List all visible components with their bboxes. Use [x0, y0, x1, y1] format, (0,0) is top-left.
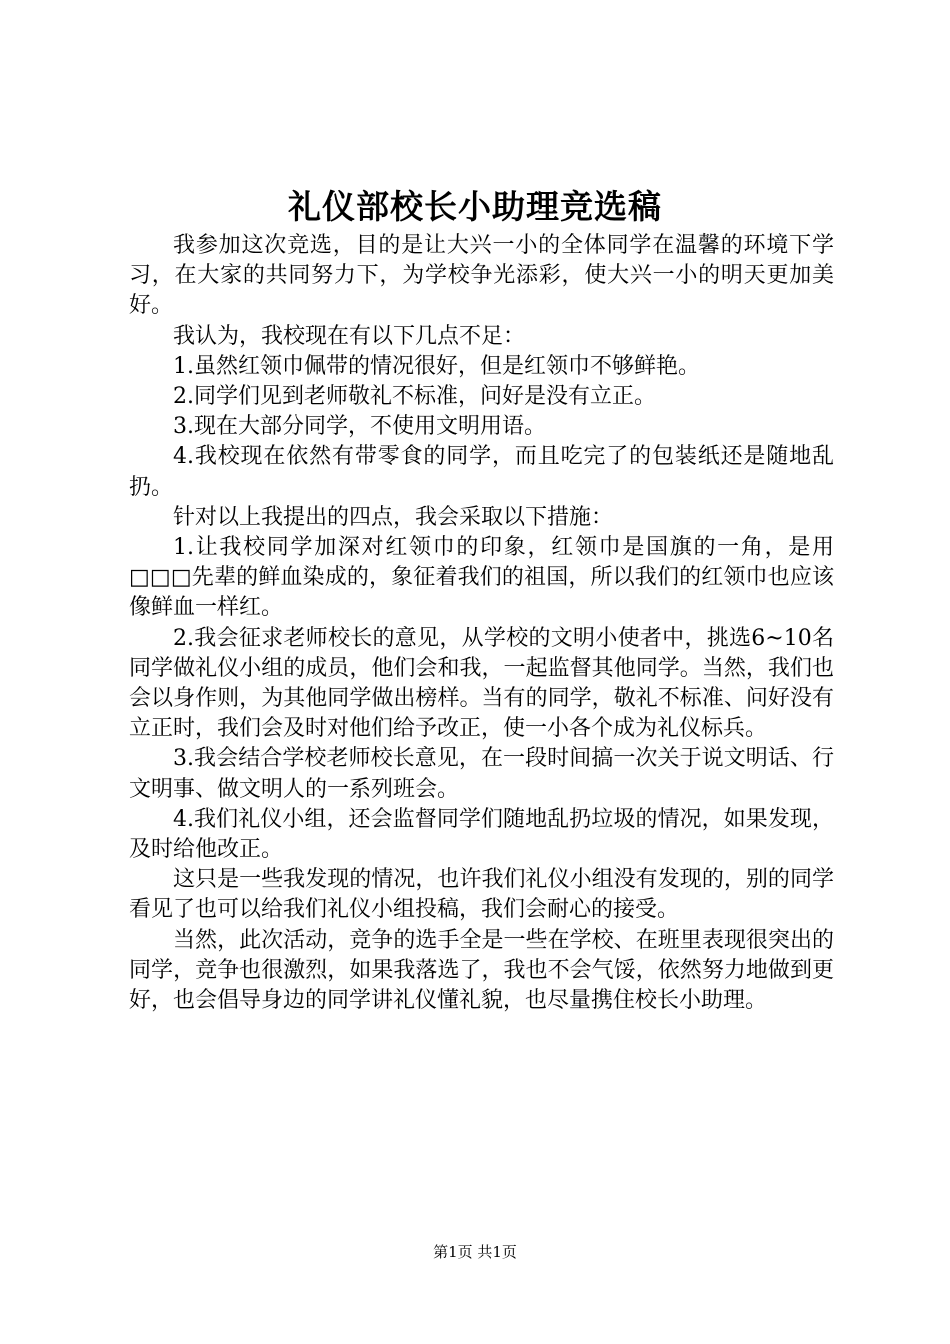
paragraph: 当然，此次活动，竞争的选手全是一些在学校、在班里表现很突出的同学，竞争也很激烈，如果我落选了，我也不会气馁，依然努力地做到更好，也会倡导身边的同学讲礼仪懂礼貌，也尽量携住校长小助理。 [129, 927, 834, 1014]
document-title: 礼仪部校长小助理竞选稿 [288, 187, 662, 226]
paragraph: 1.让我校同学加深对红领巾的印象，红领巾是国旗的一角，是用□□□先辈的鲜血染成的，象征着我们的祖国，所以我们的红领巾也应该像鲜血一样红。 [129, 535, 834, 621]
paragraph: 这只是一些我发现的情况，也许我们礼仪小组没有发现的，别的同学看见了也可以给我们礼仪小组投稿，我们会耐心的接受。 [129, 867, 834, 923]
document-body [129, 231, 834, 1016]
paragraph: 我参加这次竞选，目的是让大兴一小的全体同学在温馨的环境下学习，在大家的共同努力下，为学校争光添彩，使大兴一小的明天更加美好。 [129, 233, 834, 319]
paragraph: 3.现在大部分同学，不使用文明用语。 [173, 414, 546, 440]
paragraph: 2.我会征求老师校长的意见，从学校的文明小使者中，挑选6~10名同学做礼仪小组的成员，他们会和我，一起监督其他同学。当然，我们也会以身作则，为其他同学做出榜样。当有的同学，敬礼不标准、问好没有立正时，我们会及时对他们给予改正，使一小各个成为礼仪标兵。 [129, 625, 834, 742]
paragraph: 我认为，我校现在有以下几点不足： [173, 323, 526, 349]
paragraph: 4.我们礼仪小组，还会监督同学们随地乱扔垃圾的情况，如果发现，及时给他改正。 [129, 806, 834, 863]
paragraph: 1.虽然红领巾佩带的情况很好，但是红领巾不够鲜艳。 [173, 353, 700, 379]
page-footer: 第1页 共1页 [433, 1243, 517, 1261]
paragraph: 3.我会结合学校老师校长意见，在一段时间搞一次关于说文明话、行文明事、做文明人的一系列班会。 [129, 746, 834, 802]
paragraph: 针对以上我提出的四点，我会采取以下措施： [173, 504, 614, 530]
paragraph: 4.我校现在依然有带零食的同学，而且吃完了的包装纸还是随地乱扔。 [129, 444, 834, 500]
paragraph: 2.同学们见到老师敬礼不标准，问好是没有立正。 [173, 384, 656, 410]
